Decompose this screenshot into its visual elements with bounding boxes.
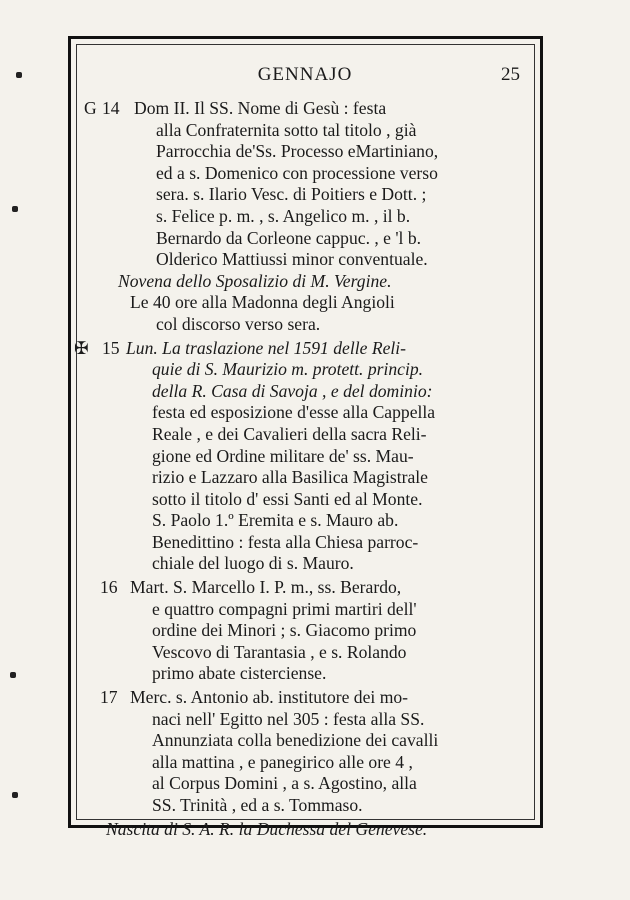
calendar-entry xyxy=(84,687,524,817)
page-title: GENNAJO xyxy=(257,64,353,85)
entry-line: alla mattina , e panegirico alle ore 4 , xyxy=(152,751,413,772)
calendar-entry xyxy=(84,577,524,685)
day-number: 16 xyxy=(100,577,118,598)
entry-line: ed a s. Domenico con processione verso xyxy=(156,162,438,183)
entry-line: Olderico Mattiussi minor conventuale. xyxy=(156,249,428,270)
entry-line: SS. Trinità , ed a s. Tommaso. xyxy=(152,795,363,815)
entry-line: chiale del luogo di s. Mauro. xyxy=(152,553,354,574)
entry-line: Bernardo da Corleone cappuc. , e 'l b. xyxy=(156,227,422,248)
devotion-note: Le 40 ore alla Madonna degli Angioli xyxy=(130,292,395,313)
entry-line: Benedittino : festa alla Chiesa parroc- xyxy=(152,531,419,552)
entry-line: naci nell' Egitto nel 305 : festa alla SS. xyxy=(152,708,425,729)
entry-line: Reale , e dei Cavalieri della sacra Reli- xyxy=(152,423,427,444)
entry-line: sera. s. Ilario Vesc. di Poitiers e Dott. ; xyxy=(156,184,427,205)
margin-mark xyxy=(10,672,16,678)
entry-line: alla Confraternita sotto tal titolo , già xyxy=(156,119,417,140)
margin-mark xyxy=(12,206,18,212)
cross-symbol: ✠ xyxy=(74,337,89,358)
entry-line: Lun. La traslazione nel 1591 delle Reli- xyxy=(126,337,407,358)
entry-line: Annunziata colla benedizione dei cavalli xyxy=(152,730,439,751)
entry-line: S. Paolo 1.º Eremita e s. Mauro ab. xyxy=(152,510,399,531)
entry-line: Dom II. Il SS. Nome di Gesù : festa xyxy=(134,98,387,118)
entry-line: gione ed Ordine militare de' ss. Mau- xyxy=(152,445,414,466)
day-number: 14 xyxy=(102,98,120,118)
footer-note: Nascita di S. A. R. la Duchessa del Genevese. xyxy=(106,818,428,839)
margin-mark xyxy=(16,72,22,78)
entry-line: ordine dei Minori ; s. Giacomo primo xyxy=(152,620,417,641)
entry-line: rizio e Lazzaro alla Basilica Magistrale xyxy=(152,467,428,488)
entry-line: al Corpus Domini , a s. Agostino, alla xyxy=(152,773,417,794)
entry-line: e quattro compagni primi martiri dell' xyxy=(152,598,417,619)
entry-line: festa ed esposizione d'esse alla Cappella xyxy=(152,402,436,423)
entry-line: s. Felice p. m. , s. Angelico m. , il b. xyxy=(156,205,411,226)
calendar-entry xyxy=(84,98,524,336)
devotion-note: col discorso verso sera. xyxy=(156,313,321,334)
day-number: 15 xyxy=(102,337,120,358)
entry-line: Vescovo di Tarantasia , e s. Rolando xyxy=(152,641,407,662)
entry-line: sotto il titolo d' essi Santi ed al Monte. xyxy=(152,488,423,509)
calendar-text xyxy=(74,98,524,840)
page-number: 25 xyxy=(501,64,520,85)
dominical-letter: G xyxy=(84,98,97,118)
novena-note: Novena dello Sposalizio di M. Vergine. xyxy=(118,270,392,291)
entry-line: Merc. s. Antonio ab. institutore dei mo- xyxy=(130,687,409,708)
entry-line: della R. Casa di Savoja , e del dominio: xyxy=(152,380,433,401)
running-header xyxy=(80,64,530,92)
margin-mark xyxy=(12,792,18,798)
entry-line: Parrocchia de'Ss. Processo eMartiniano, xyxy=(156,141,439,162)
entry-line: quie di S. Maurizio m. protett. princip. xyxy=(152,359,424,380)
day-number: 17 xyxy=(100,687,118,708)
entry-line: Mart. S. Marcello I. P. m., ss. Berardo, xyxy=(130,577,402,598)
entry-line: primo abate cisterciense. xyxy=(152,663,327,684)
calendar-entry xyxy=(74,337,524,576)
